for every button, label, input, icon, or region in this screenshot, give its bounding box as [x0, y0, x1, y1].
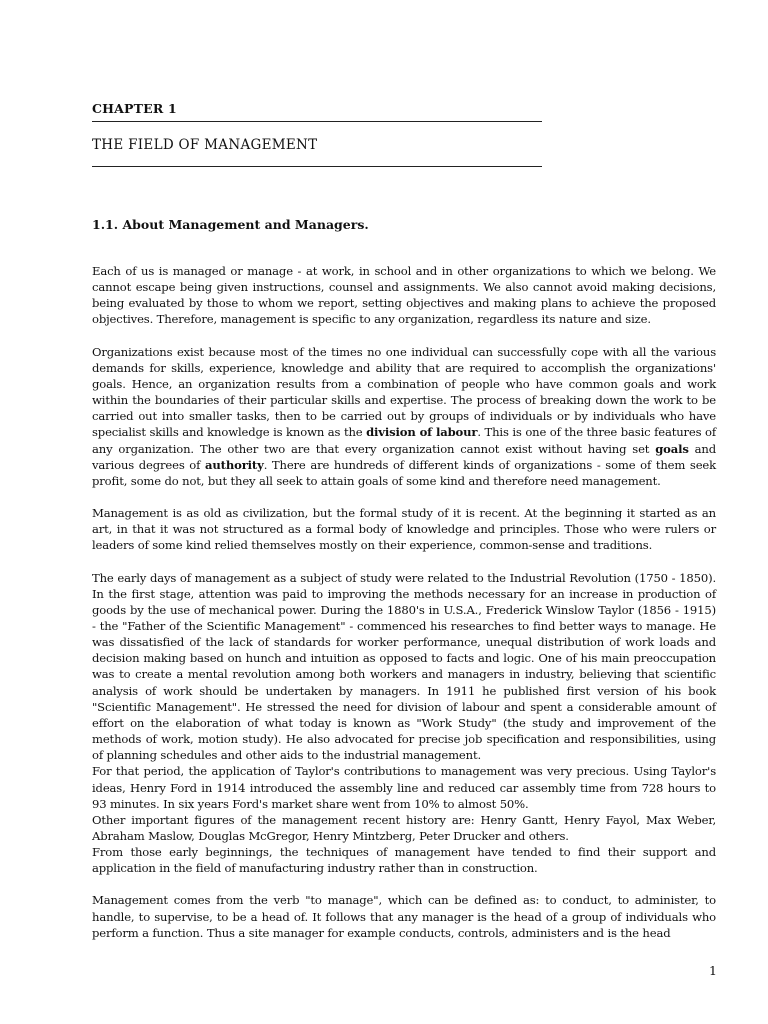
paragraph-5: For that period, the application of Taylor's contributions to management was very precious. Using Taylor's ideas, Henry Ford in 1914 introduced the assembly line and reduced car assembly time from 728 hours to 93 minutes. In six years Ford's market share went from 10% to almost 50%. — [92, 764, 716, 811]
paragraph-2 — [92, 344, 716, 489]
paragraph-7: From those early beginnings, the techniques of management have tended to find their support and application in the field of manufacturing industry rather than in construction. — [92, 845, 716, 876]
paragraph-2-text-b: . This is one of the three basic features of any organization. The other two are that every organization cannot exist without having set — [92, 425, 717, 456]
chapter-title: THE FIELD OF MANAGEMENT — [92, 137, 318, 153]
paragraph-2-text-a: Organizations exist because most of the times no one individual can successfully cope with all the various demands for skills, experience, knowledge and ability that are required to accomplish the organizations' goals. Hence, an organization results from a combination of people who have common goals and work within the boundaries of their particular skills and expertise. The process of breaking down the work to be carried out into smaller tasks, then to be carried out by groups of individuals or by individuals who have specialist skills and knowledge is known as the — [92, 344, 716, 440]
bottom-divider — [92, 166, 542, 167]
term-division-of-labour: division of labour — [366, 425, 478, 440]
page-number: 1 — [709, 963, 717, 978]
top-divider — [92, 121, 542, 122]
term-authority: authority — [204, 457, 264, 472]
paragraph-8: Management comes from the verb "to manage", which can be defined as: to conduct, to administer, to handle, to supervise, to be a head of. It follows that any manager is the head of a group of individuals who perform a function. Thus a site manager for example conducts, controls, administers and is the head — [92, 893, 716, 940]
section-heading: 1.1. About Management and Managers. — [92, 217, 369, 232]
body-text — [92, 263, 716, 941]
paragraph-3: Management is as old as civilization, but the formal study of it is recent. At the beginning it started as an art, in that it was not structured as a formal body of knowledge and principles. Those who were rulers or leaders of some kind relied themselves mostly on their experience, common-sense and traditions. — [92, 506, 716, 553]
term-goals: goals — [655, 441, 689, 456]
paragraph-4: The early days of management as a subject of study were related to the Industrial Revolution (1750 - 1850). In the first stage, attention was paid to improving the methods necessary for an increase in production of goods by the use of mechanical power. During the 1880's in U.S.A., Frederick Winslow Taylor (1856 - 1915) - the "Father of the Scientific Management" - commenced his researches to find better ways to manage. He was dissatisfied of the lack of standards for worker performance, unequal distribution of work loads and decision making based on hunch and intuition as opposed to facts and logic. One of his main preoccupation was to create a mental revolution among both workers and managers in industry, believing that scientific analysis of work should be undertaken by managers. In 1911 he published first version of his book "Scientific Management". He stressed the need for division of labour and spent a considerable amount of effort on the elaboration of what today is known as "Work Study" (the study and improvement of the methods of work, motion study). He also advocated for precise job specification and responsibilities, using of planning schedules and other aids to the industrial management. — [92, 570, 716, 763]
paragraph-1: Each of us is managed or manage - at work, in school and in other organizations to which we belong. We cannot escape being given instructions, counsel and assignments. We also cannot avoid making decisions, being evaluated by those to whom we report, setting objectives and making plans to achieve the proposed objectives. Therefore, management is specific to any organization, regardless its nature and size. — [92, 264, 716, 327]
chapter-label: CHAPTER 1 — [92, 101, 177, 116]
paragraph-2-text-c: and various degrees of — [92, 441, 716, 472]
paragraph-6: Other important figures of the management recent history are: Henry Gantt, Henry Fayol, Max Weber, Abraham Maslow, Douglas McGregor, Henry Mintzberg, Peter Drucker and others. — [92, 812, 716, 843]
paragraph-2-text-d: . There are hundreds of different kinds of organizations - some of them seek profit, some do not, but they all seek to attain goals of some kind and therefore need management. — [92, 457, 716, 488]
